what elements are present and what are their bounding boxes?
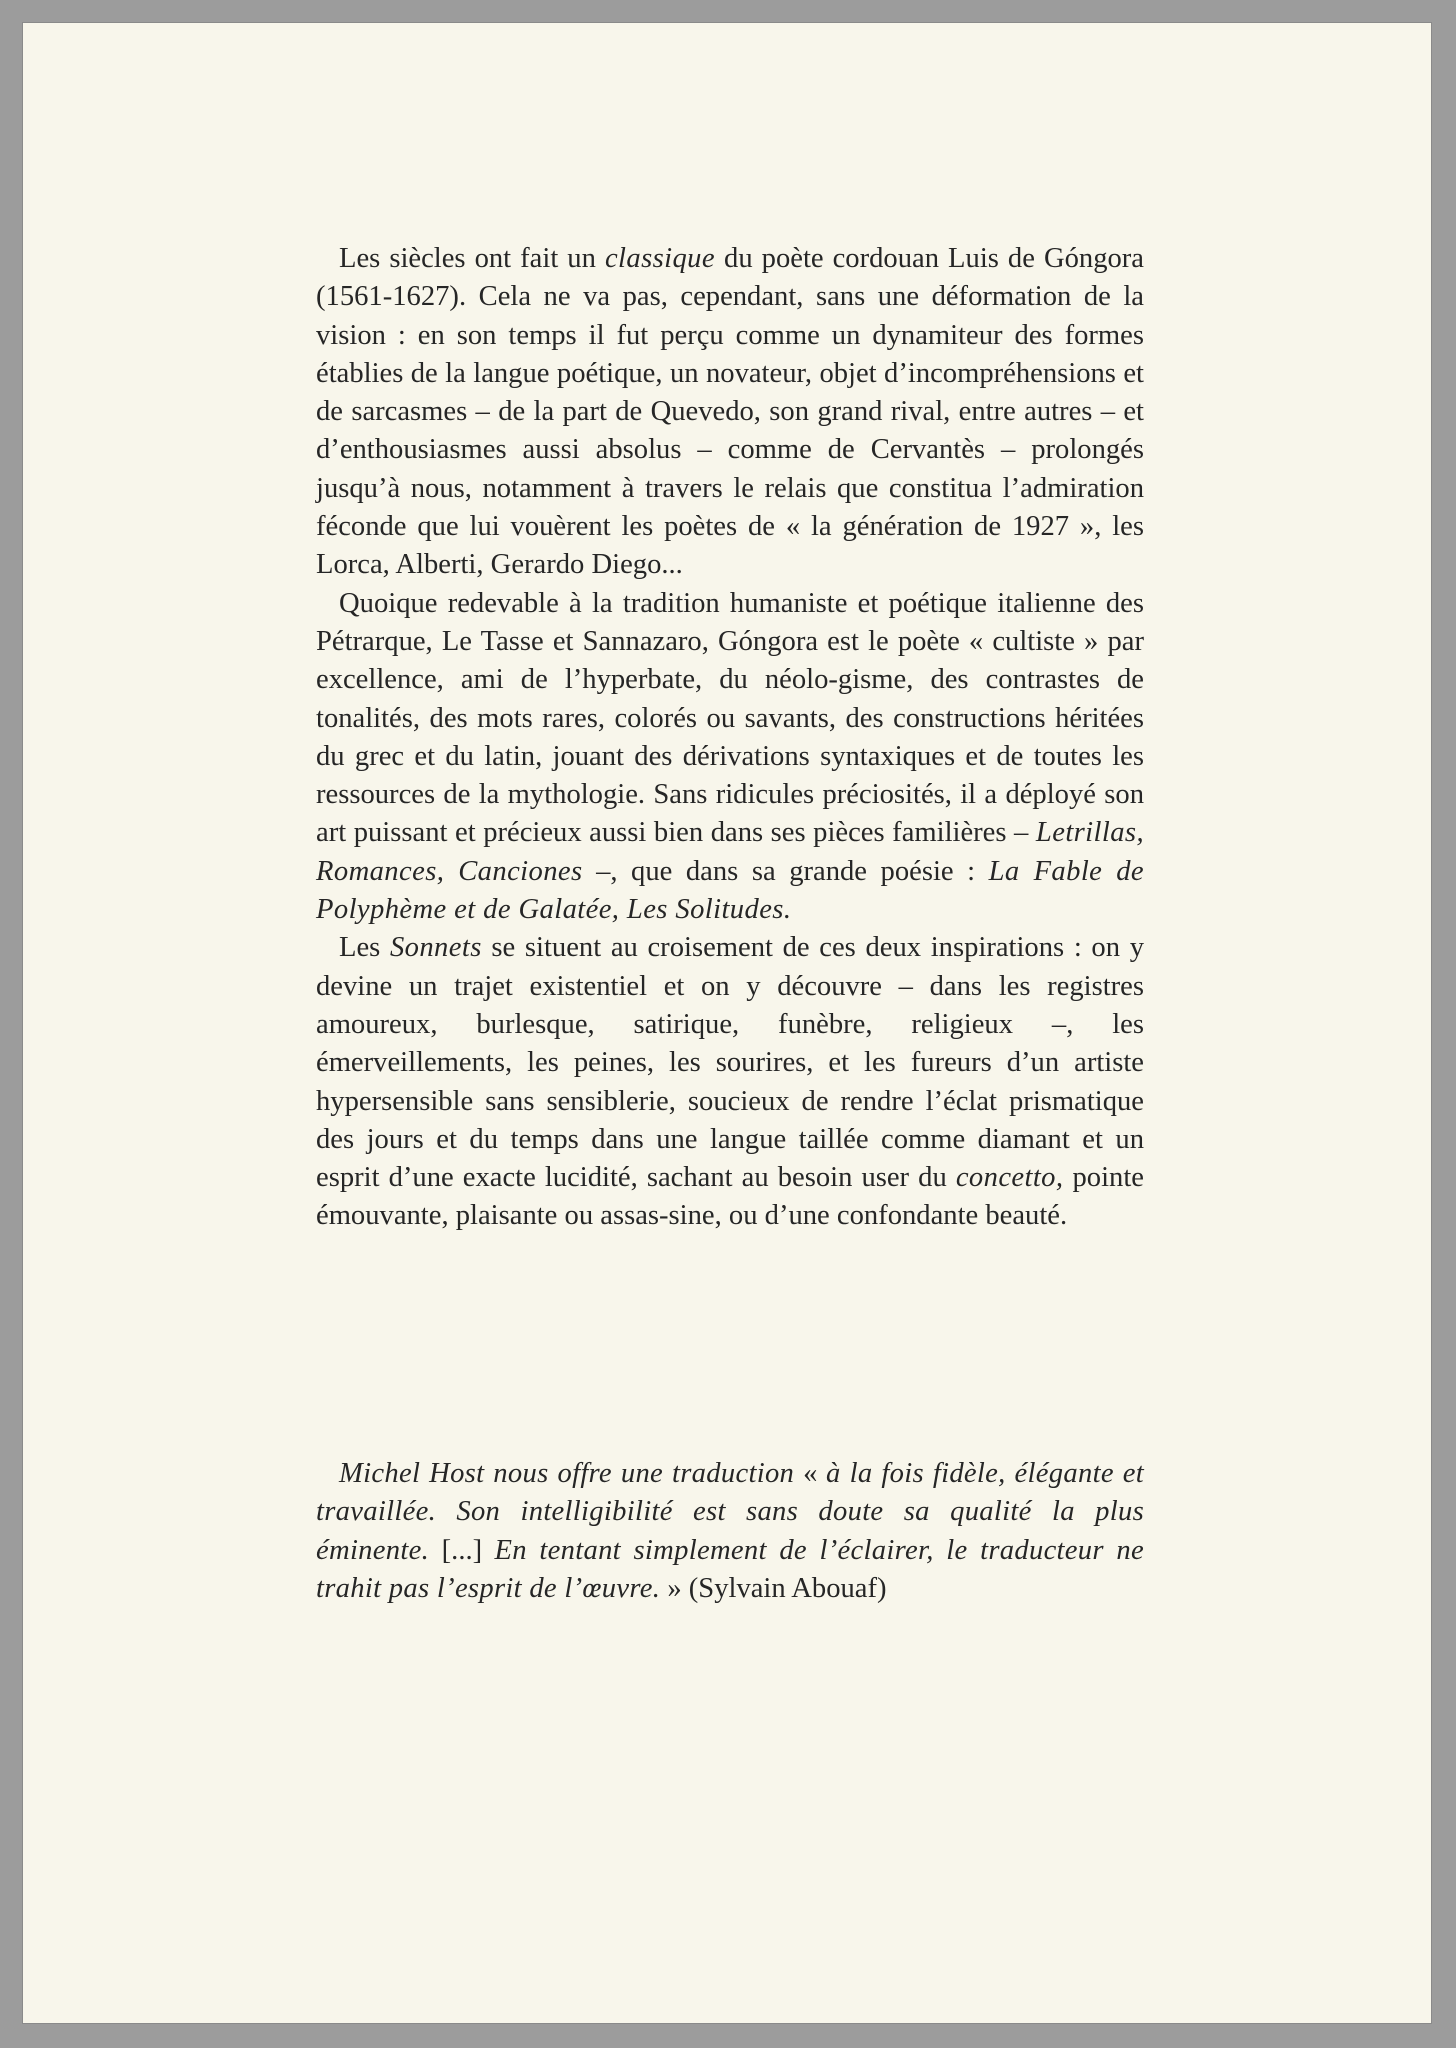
text-segment: Quoique redevable à la tradition humaniste et poétique italienne des Pétrarque, Le Tasse et Sannazaro, Góngora est le poète « cultiste » par excellence, ami de l’hyperbate, du néolo-gisme, des contrastes de tonalités, des mots rares, colorés ou savants, des constructions héritées du grec et du latin, jouant des dérivations syntaxiques et de toutes les ressources de la mythologie. Sans ridicules préciosités, il a déployé son art puissant et précieux aussi bien dans ses pièces familières – xyxy=(316,587,1144,849)
quote-segment: [...] xyxy=(441,1534,495,1566)
body-text xyxy=(316,240,1144,1236)
paragraph-intro xyxy=(316,240,1144,585)
text-segment: Les siècles ont fait un xyxy=(339,243,605,274)
text-segment: –, que dans sa grande poésie : xyxy=(582,855,989,887)
paragraph-style xyxy=(316,585,1144,930)
quote-segment-italic: Michel Host nous offre une traduction xyxy=(339,1458,804,1489)
text-segment-italic: Sonnets xyxy=(389,932,482,964)
quote-segment: « xyxy=(803,1458,827,1489)
paragraph-sonnets xyxy=(316,929,1144,1235)
review-quote xyxy=(316,1455,1144,1608)
text-segment: se situent au croisement de ces deux inspirations : on y devine un trajet existentiel et on y découvre – dans les registres amoureux, burlesque, satirique, funèbre, religieux –, les émerveillements, les peines, les sourires, et les fureurs d’un artiste hypersensible sans sensiblerie, soucieux de rendre l’éclat prismatique des jours et du temps dans une langue taillée comme diamant et un esprit d’une exacte lucidité, sachant au besoin user du xyxy=(316,932,1145,1194)
quote-segment-italic: En tentant simplement de l’éclairer, le traducteur ne trahit pas l’esprit de l’œuvre. xyxy=(316,1534,1144,1604)
text-segment: pointe émouvante, plaisante ou assas-sine, ou d’une confondante beauté. xyxy=(316,1162,1144,1232)
quote-segment-italic: à la fois fidèle, élégante et travaillée. Son intelligibilité est sans doute sa qualité la plus éminente. xyxy=(316,1458,1144,1566)
quote-attribution: » (Sylvain Abouaf) xyxy=(660,1572,887,1604)
text-segment-italic: classique xyxy=(604,243,715,274)
text-segment-italic: La Fable de Polyphème et de Galatée, Les Solitudes. xyxy=(316,855,1144,926)
text-segment: du poète cordouan Luis de Góngora (1561-1627). Cela ne va pas, cependant, sans une déformation de la vision : en son temps il fut perçu comme un dynamiteur des formes établies de la langue poétique, un novateur, objet d’incompréhensions et de sarcasmes – de la part de Quevedo, son grand rival, entre autres – et d’enthousiasmes aussi absolus – comme de Cervantès – prolongés jusqu’à nous, notamment à travers le relais que constitua l’admiration féconde que lui vouèrent les poètes de « la génération de 1927 », les Lorca, Alberti, Gerardo Diego... xyxy=(316,243,1145,581)
text-segment-italic: concetto, xyxy=(955,1162,1064,1194)
text-segment-italic: Letrillas, Romances, Canciones xyxy=(316,817,1144,887)
text-segment: Les xyxy=(339,932,390,964)
